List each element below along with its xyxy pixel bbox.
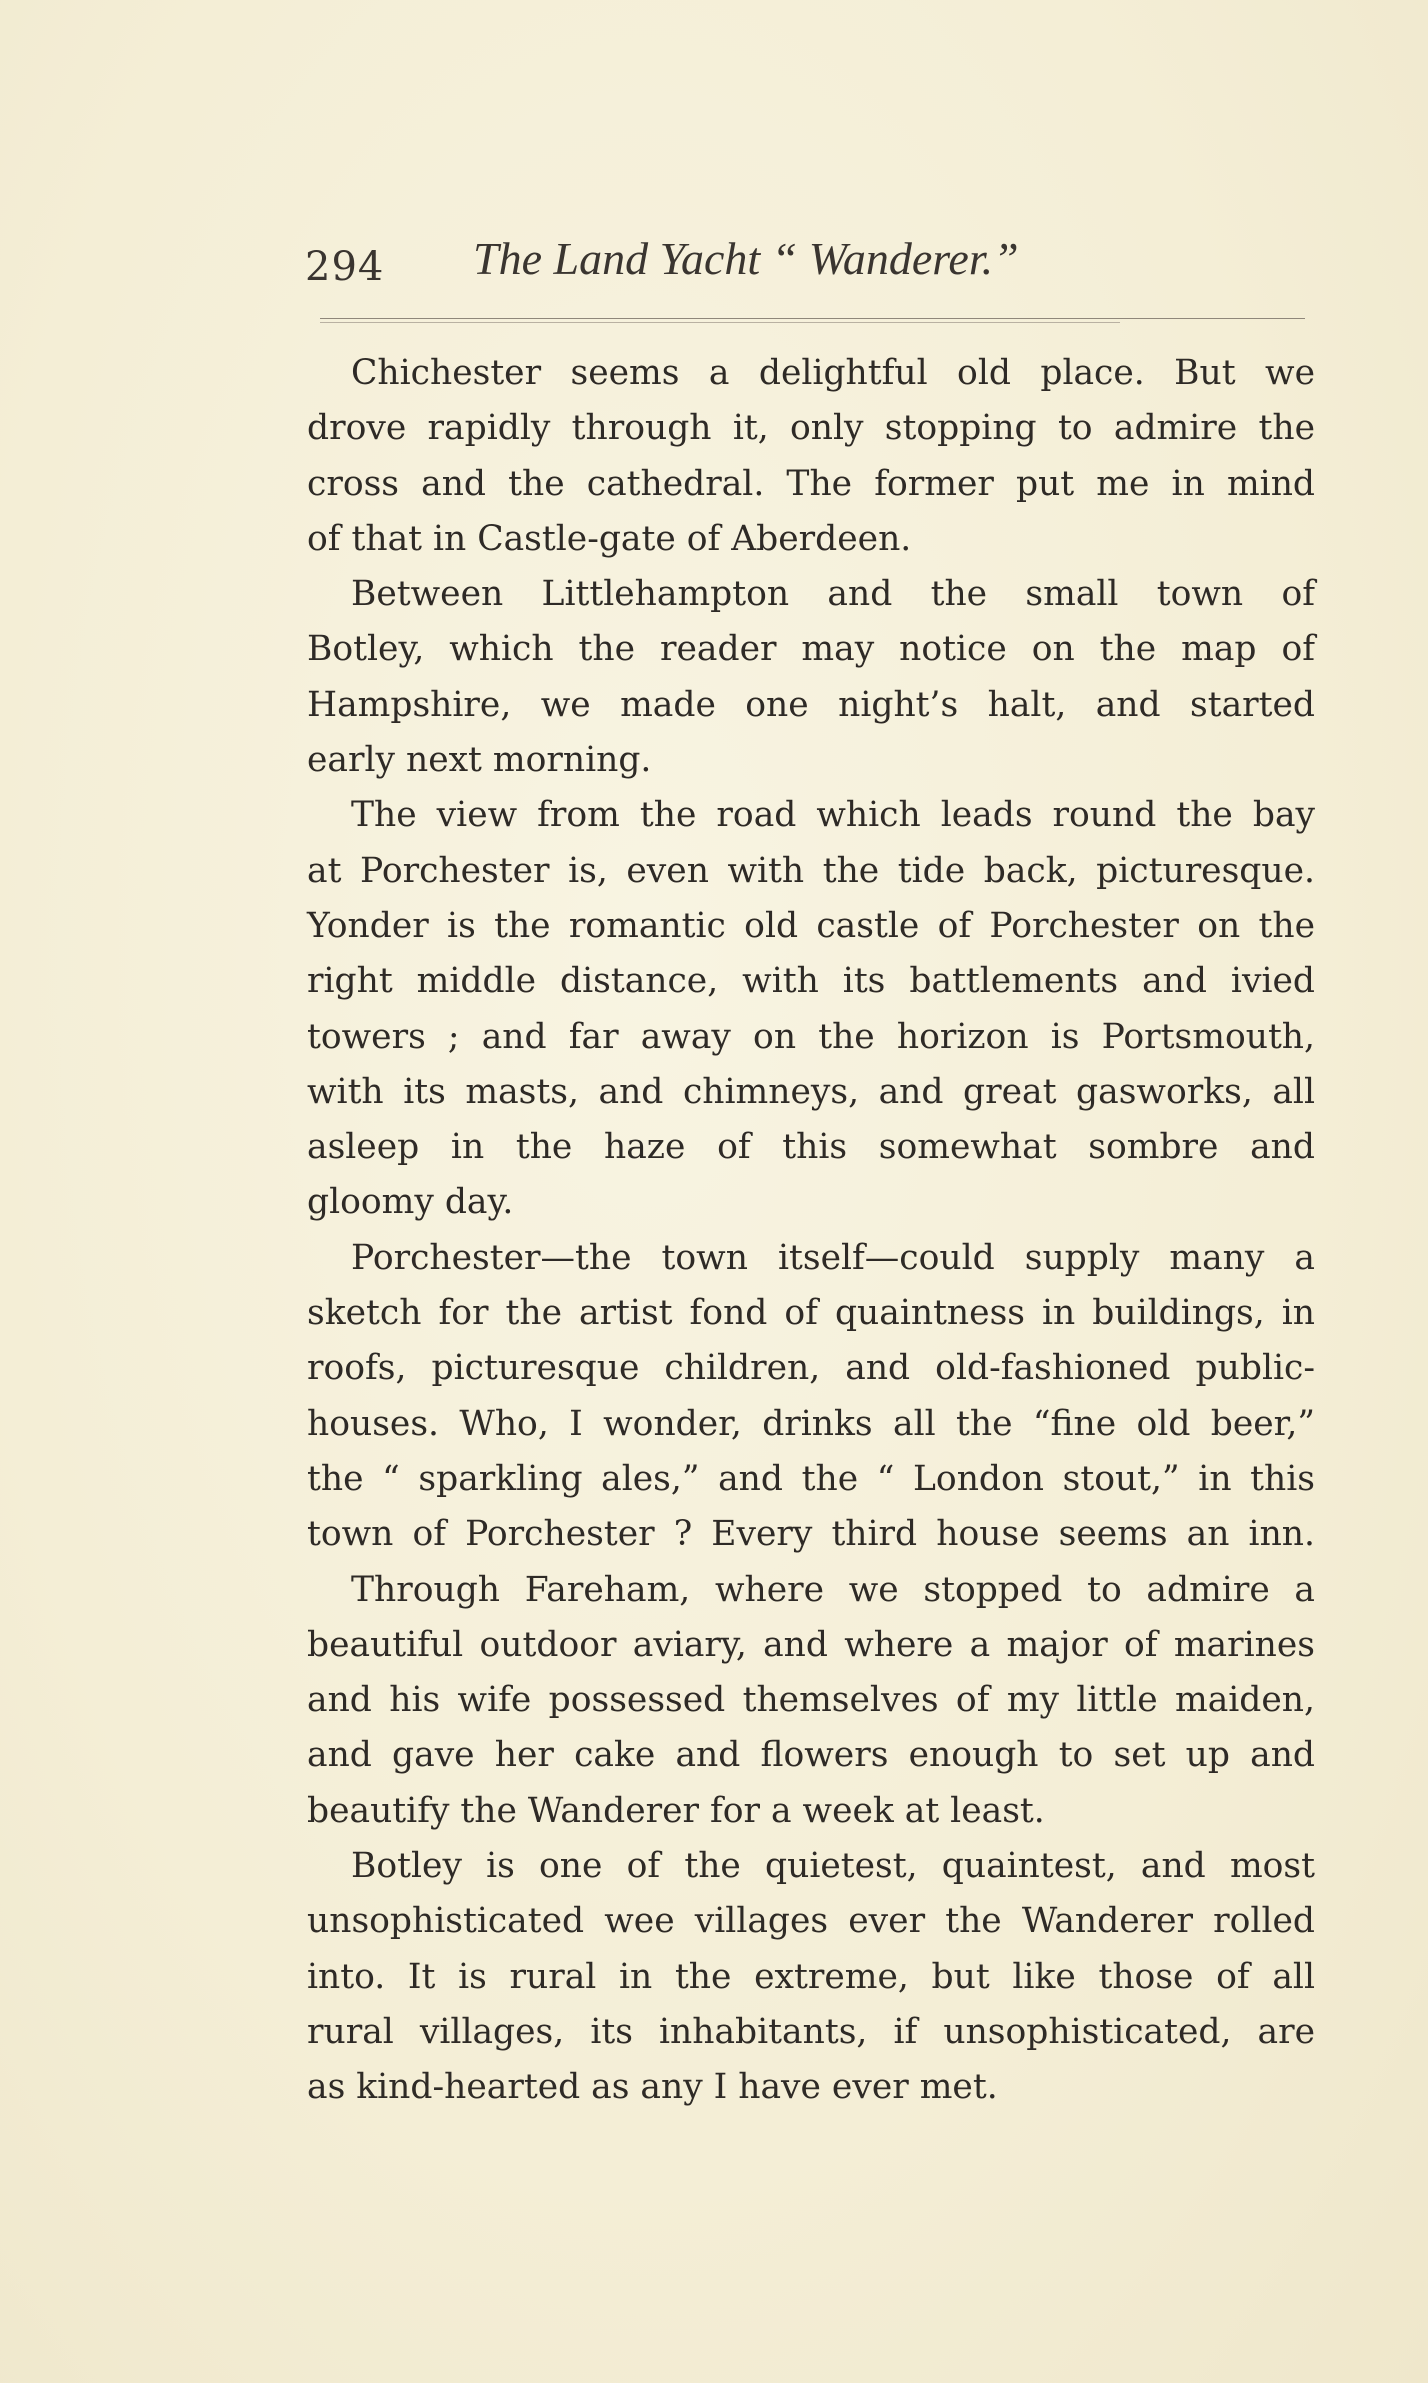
- text-line: rural villages, its inhabitants, if unsophisticated, are: [307, 2011, 1315, 2052]
- paragraph-2: [307, 567, 1315, 788]
- text-line: into. It is rural in the extreme, but like those of all: [307, 1956, 1315, 1997]
- text-line: Through Fareham, where we stopped to admire a: [351, 1569, 1315, 1610]
- text-line: sketch for the artist fond of quaintness in buildings, in: [307, 1293, 1315, 1334]
- paragraph-3: [307, 788, 1315, 1230]
- text-line: right middle distance, with its battlements and ivied: [307, 961, 1315, 1002]
- text-line: houses. Who, I wonder, drinks all the “fine old beer,”: [307, 1403, 1315, 1444]
- body-text: [307, 346, 1315, 2116]
- text-line: beautiful outdoor aviary, and where a major of marines: [307, 1624, 1315, 1665]
- text-line: beautify the Wanderer for a week at least.: [307, 1790, 1045, 1831]
- page-header: [305, 232, 1305, 302]
- paragraph-4: [307, 1231, 1315, 1563]
- text-line: gloomy day.: [307, 1182, 514, 1223]
- text-line: Hampshire, we made one night’s halt, and started: [307, 684, 1315, 725]
- text-line: the “ sparkling ales,” and the “ London stout,” in this: [307, 1458, 1315, 1499]
- text-line: of that in Castle-gate of Aberdeen.: [307, 518, 912, 559]
- text-line: town of Porchester ? Every third house seems an inn.: [307, 1514, 1315, 1555]
- text-line: as kind-hearted as any I have ever met.: [307, 2067, 998, 2108]
- text-line: and gave her cake and flowers enough to set up and: [307, 1735, 1315, 1776]
- text-line: Porchester—the town itself—could supply many a: [351, 1237, 1315, 1278]
- text-line: Botley, which the reader may notice on the map of: [307, 629, 1315, 670]
- text-line: drove rapidly through it, only stopping to admire the: [307, 408, 1315, 449]
- text-line: towers ; and far away on the horizon is Portsmouth,: [307, 1016, 1315, 1057]
- text-line: Yonder is the romantic old castle of Porchester on the: [307, 905, 1315, 946]
- text-line: Chichester seems a delightful old place. But we: [351, 353, 1315, 393]
- text-line: and his wife possessed themselves of my little maiden,: [307, 1680, 1315, 1721]
- text-line: early next morning.: [307, 740, 652, 781]
- paragraph-1: [307, 346, 1315, 567]
- header-rule: [320, 318, 1305, 319]
- text-line: The view from the road which leads round the bay: [351, 795, 1315, 836]
- paragraph-5: [307, 1563, 1315, 1839]
- text-line: roofs, picturesque children, and old-fashioned public-: [307, 1348, 1315, 1389]
- text-line: Botley is one of the quietest, quaintest, and most: [351, 1846, 1315, 1887]
- text-line: at Porchester is, even with the tide back, picturesque.: [307, 850, 1315, 891]
- text-line: with its masts, and chimneys, and great gasworks, all: [307, 1071, 1315, 1112]
- page-number: 294: [305, 244, 385, 290]
- text-line: Between Littlehampton and the small town of: [351, 574, 1315, 615]
- header-rule-secondary: [320, 322, 1120, 323]
- text-line: cross and the cathedral. The former put me in mind: [307, 463, 1315, 504]
- running-title: The Land Yacht “ Wanderer.”: [473, 233, 1019, 284]
- text-line: unsophisticated wee villages ever the Wanderer rolled: [307, 1901, 1315, 1942]
- text-line: asleep in the haze of this somewhat sombre and: [307, 1127, 1315, 1168]
- paragraph-6: [307, 1839, 1315, 2115]
